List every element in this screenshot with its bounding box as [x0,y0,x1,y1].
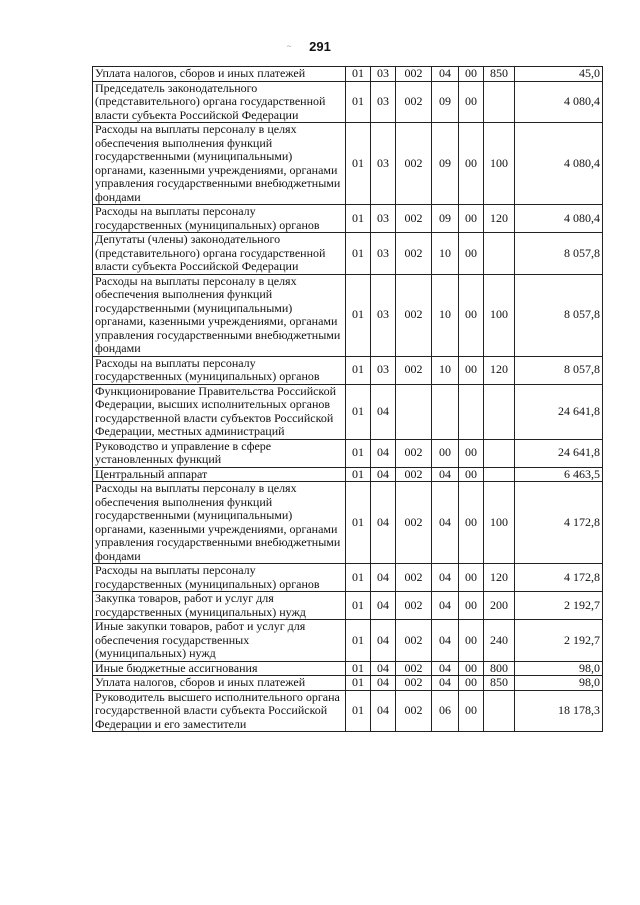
program-code: 002 [396,205,432,233]
subsection-code: 04 [371,592,396,620]
section-code: 01 [346,676,371,691]
table-row [93,123,603,205]
section-code: 01 [346,67,371,82]
section-code: 01 [346,564,371,592]
subprogram-code: 09 [432,123,459,205]
expense-type-code: 240 [484,620,515,662]
expense-type-code [484,439,515,467]
row-name: Уплата налогов, сборов и иных платежей [93,67,346,82]
subprogram-code: 10 [432,274,459,356]
section-code: 01 [346,592,371,620]
program-code: 002 [396,233,432,275]
row-name: Депутаты (члены) законодательного (представительного) органа государственной власти субъекта Российской Федерации [93,233,346,275]
program-code: 002 [396,676,432,691]
subprogram-code: 04 [432,467,459,482]
row-name: Руководитель высшего исполнительного органа государственной власти субъекта Российской Федерации и его заместители [93,690,346,732]
subprogram-code: 04 [432,482,459,564]
subsection-code: 04 [371,467,396,482]
item-code: 00 [459,467,484,482]
table-row [93,205,603,233]
amount: 98,0 [515,661,603,676]
item-code: 00 [459,205,484,233]
expense-type-code [484,467,515,482]
subsection-code: 03 [371,67,396,82]
amount: 8 057,8 [515,356,603,384]
amount: 4 080,4 [515,205,603,233]
subsection-code: 03 [371,233,396,275]
table-row [93,620,603,662]
item-code: 00 [459,592,484,620]
section-code: 01 [346,123,371,205]
program-code: 002 [396,592,432,620]
item-code: 00 [459,676,484,691]
subsection-code: 04 [371,620,396,662]
amount: 24 641,8 [515,439,603,467]
item-code: 00 [459,439,484,467]
amount: 24 641,8 [515,384,603,439]
subprogram-code: 04 [432,676,459,691]
expense-type-code: 850 [484,67,515,82]
row-name: Закупка товаров, работ и услуг для государственных (муниципальных) нужд [93,592,346,620]
section-code: 01 [346,661,371,676]
expense-type-code [484,233,515,275]
subsection-code: 03 [371,123,396,205]
row-name: Расходы на выплаты персоналу в целях обеспечения выполнения функций государственными (муниципальными) органами, казенными учреждениями, органами управления государственными внебюджетными фондами [93,123,346,205]
item-code: 00 [459,690,484,732]
amount: 4 172,8 [515,482,603,564]
table-row [93,356,603,384]
subsection-code: 04 [371,676,396,691]
program-code [396,384,432,439]
expense-type-code: 100 [484,274,515,356]
expense-type-code: 800 [484,661,515,676]
section-code: 01 [346,439,371,467]
expense-type-code: 100 [484,482,515,564]
expense-type-code: 850 [484,676,515,691]
program-code: 002 [396,356,432,384]
program-code: 002 [396,123,432,205]
row-name: Расходы на выплаты персоналу государственных (муниципальных) органов [93,564,346,592]
expense-type-code [484,690,515,732]
amount: 4 080,4 [515,81,603,123]
table-row [93,592,603,620]
budget-table [92,66,603,732]
section-code: 01 [346,620,371,662]
section-code: 01 [346,384,371,439]
subsection-code: 04 [371,690,396,732]
section-code: 01 [346,467,371,482]
program-code: 002 [396,661,432,676]
table-row [93,439,603,467]
program-code: 002 [396,439,432,467]
table-row [93,661,603,676]
program-code: 002 [396,690,432,732]
row-name: Функционирование Правительства Российской Федерации, высших исполнительных органов государственной власти субъектов Российской Федерации, местных администраций [93,384,346,439]
amount: 6 463,5 [515,467,603,482]
row-name: Иные закупки товаров, работ и услуг для обеспечения государственных (муниципальных) нужд [93,620,346,662]
item-code: 00 [459,274,484,356]
subprogram-code: 10 [432,356,459,384]
program-code: 002 [396,81,432,123]
amount: 4 172,8 [515,564,603,592]
expense-type-code: 200 [484,592,515,620]
row-name: Центральный аппарат [93,467,346,482]
amount: 2 192,7 [515,592,603,620]
item-code: 00 [459,81,484,123]
table-row [93,690,603,732]
table-row [93,67,603,82]
program-code: 002 [396,274,432,356]
subsection-code: 04 [371,384,396,439]
scan-mark: ~ [287,42,292,51]
expense-type-code: 120 [484,205,515,233]
section-code: 01 [346,274,371,356]
expense-type-code: 100 [484,123,515,205]
expense-type-code: 120 [484,356,515,384]
table-row [93,467,603,482]
subprogram-code: 09 [432,205,459,233]
section-code: 01 [346,356,371,384]
row-name: Уплата налогов, сборов и иных платежей [93,676,346,691]
amount: 98,0 [515,676,603,691]
subprogram-code: 04 [432,661,459,676]
table-row [93,274,603,356]
program-code: 002 [396,620,432,662]
item-code: 00 [459,233,484,275]
row-name: Иные бюджетные ассигнования [93,661,346,676]
subsection-code: 04 [371,482,396,564]
table-row [93,233,603,275]
subprogram-code: 04 [432,564,459,592]
subprogram-code: 04 [432,67,459,82]
item-code [459,384,484,439]
item-code: 00 [459,123,484,205]
item-code: 00 [459,482,484,564]
amount: 8 057,8 [515,233,603,275]
amount: 4 080,4 [515,123,603,205]
subsection-code: 03 [371,205,396,233]
table-row [93,482,603,564]
item-code: 00 [459,564,484,592]
program-code: 002 [396,482,432,564]
expense-type-code: 120 [484,564,515,592]
section-code: 01 [346,81,371,123]
table-row [93,384,603,439]
item-code: 00 [459,620,484,662]
subsection-code: 04 [371,661,396,676]
subprogram-code: 09 [432,81,459,123]
subprogram-code: 04 [432,592,459,620]
amount: 2 192,7 [515,620,603,662]
subsection-code: 03 [371,274,396,356]
row-name: Расходы на выплаты персоналу в целях обеспечения выполнения функций государственными (муниципальными) органами, казенными учреждениями, органами управления государственными внебюджетными фондами [93,482,346,564]
subprogram-code: 10 [432,233,459,275]
program-code: 002 [396,467,432,482]
amount: 18 178,3 [515,690,603,732]
item-code: 00 [459,356,484,384]
section-code: 01 [346,233,371,275]
item-code: 00 [459,661,484,676]
subsection-code: 04 [371,439,396,467]
subprogram-code [432,384,459,439]
amount: 45,0 [515,67,603,82]
table-row [93,676,603,691]
row-name: Руководство и управление в сфере установленных функций [93,439,346,467]
subsection-code: 04 [371,564,396,592]
section-code: 01 [346,205,371,233]
program-code: 002 [396,67,432,82]
program-code: 002 [396,564,432,592]
row-name: Расходы на выплаты персоналу в целях обеспечения выполнения функций государственными (муниципальными) органами, казенными учреждениями, органами управления государственными внебюджетными фондами [93,274,346,356]
subprogram-code: 06 [432,690,459,732]
expense-type-code [484,81,515,123]
row-name: Расходы на выплаты персоналу государственных (муниципальных) органов [93,356,346,384]
amount: 8 057,8 [515,274,603,356]
subsection-code: 03 [371,356,396,384]
table-row [93,81,603,123]
section-code: 01 [346,482,371,564]
subprogram-code: 00 [432,439,459,467]
row-name: Расходы на выплаты персоналу государственных (муниципальных) органов [93,205,346,233]
table-row [93,564,603,592]
subsection-code: 03 [371,81,396,123]
table-body [93,67,603,732]
section-code: 01 [346,690,371,732]
item-code: 00 [459,67,484,82]
page-number: 291 [309,39,331,54]
expense-type-code [484,384,515,439]
subprogram-code: 04 [432,620,459,662]
row-name: Председатель законодательного (представительного) органа государственной власти субъекта Российской Федерации [93,81,346,123]
